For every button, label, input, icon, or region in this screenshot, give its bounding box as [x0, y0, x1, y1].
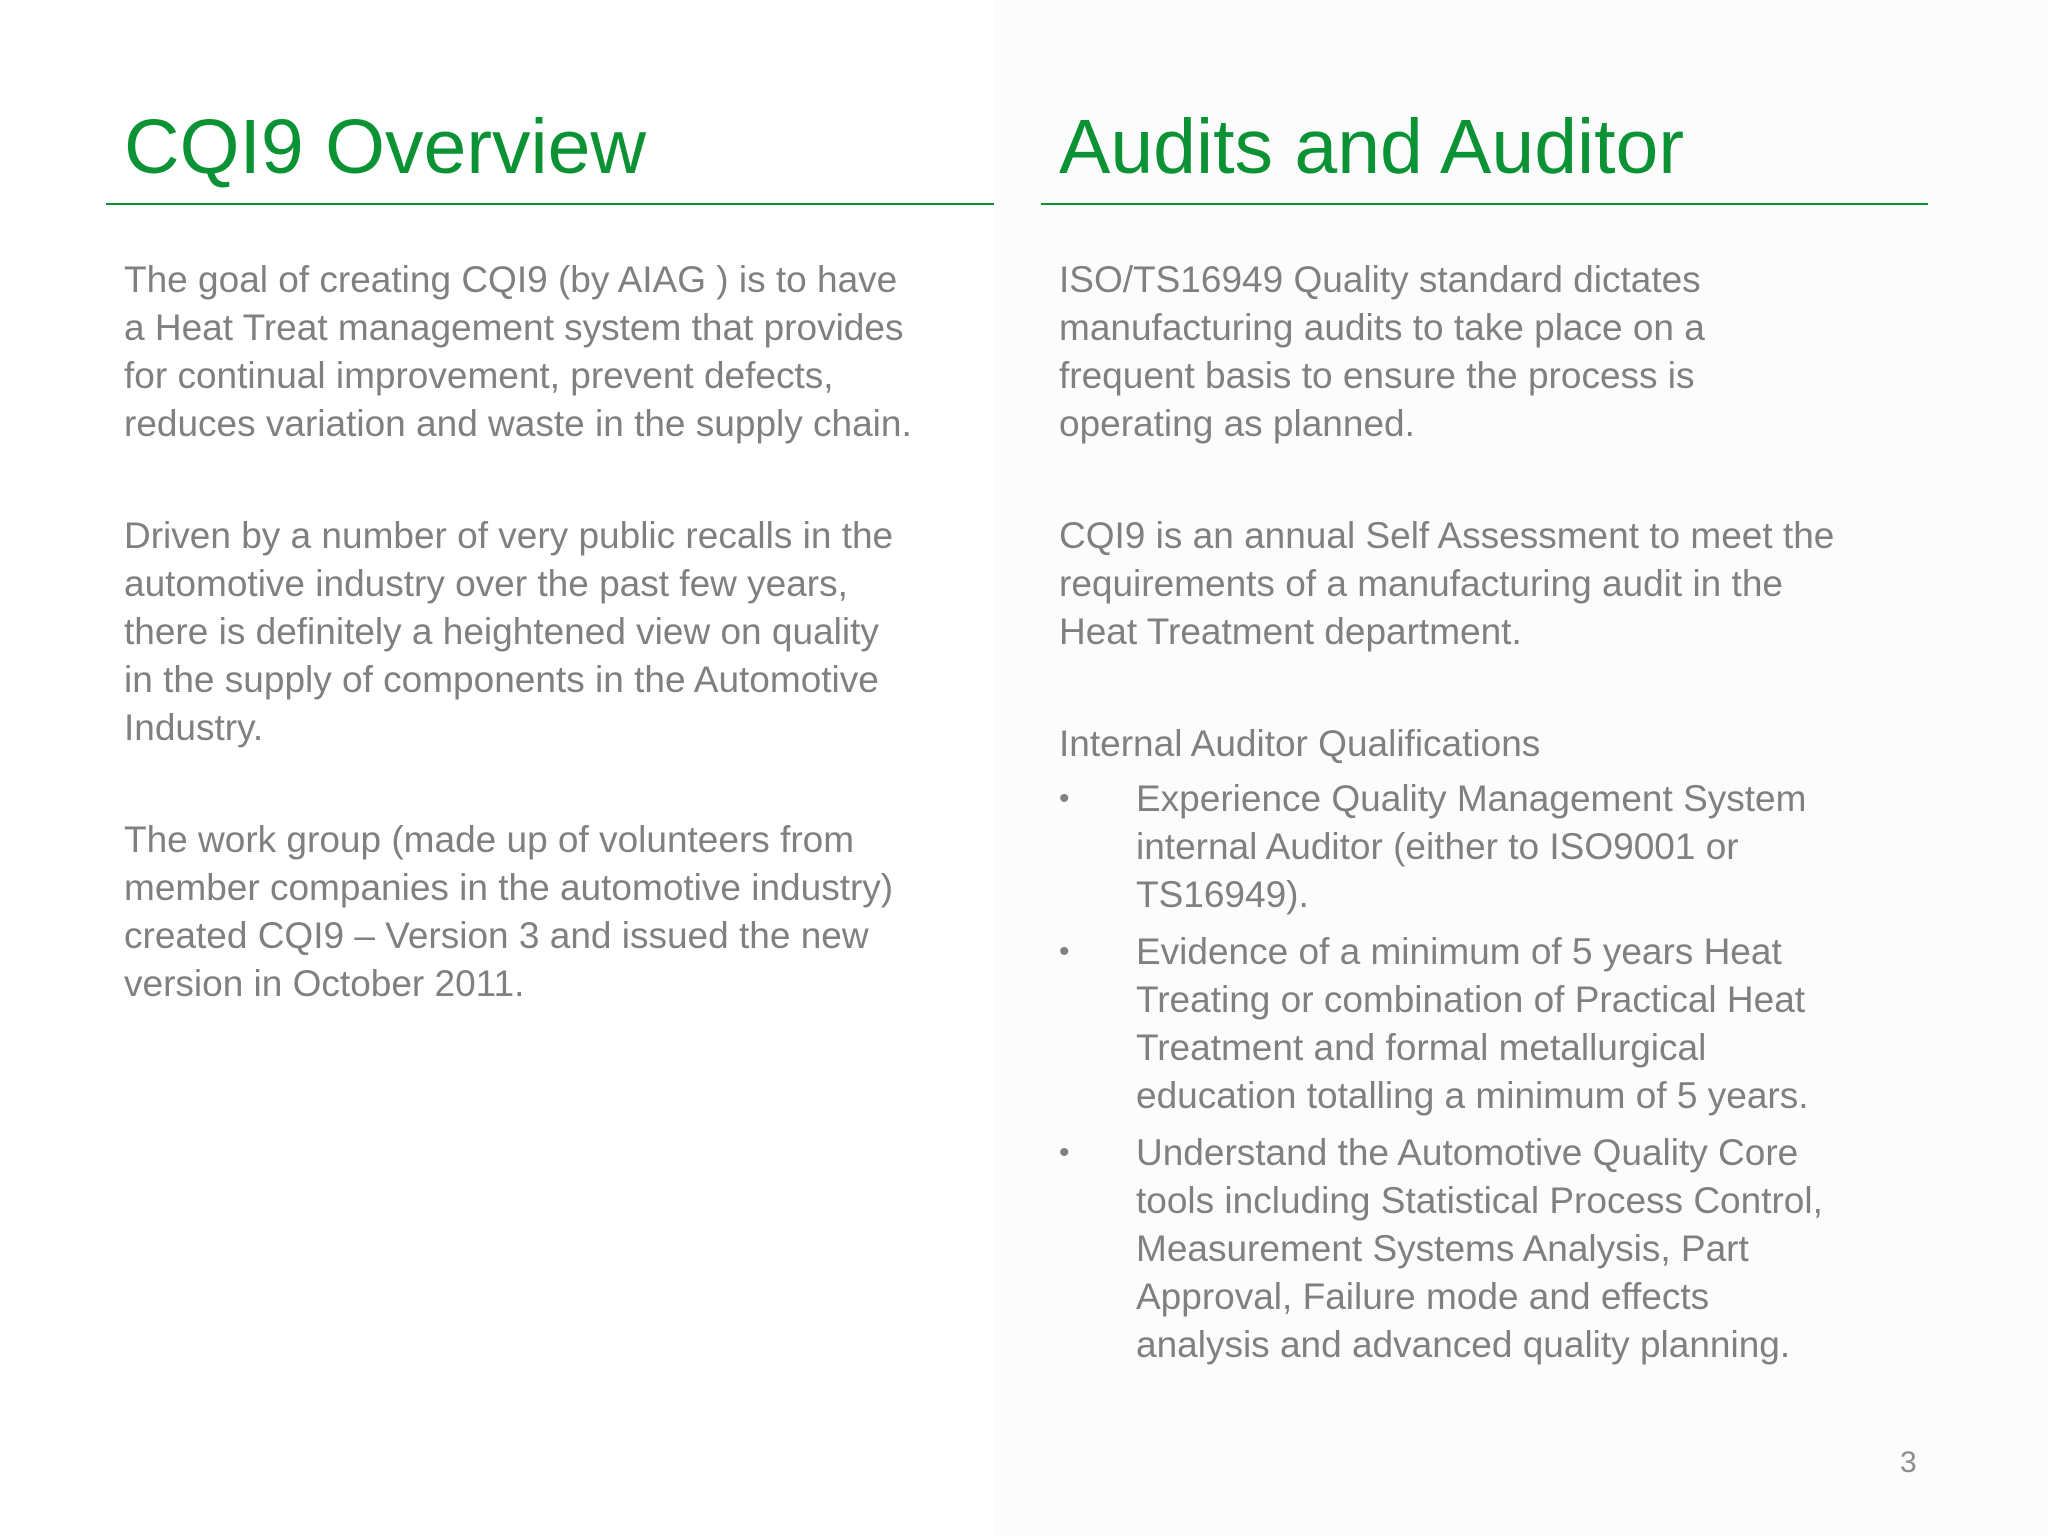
bullet-icon: •	[1059, 1136, 1070, 1169]
audits-title-underline	[1041, 203, 1928, 205]
overview-title: CQI9 Overview	[124, 104, 647, 190]
auditor-qualifications-heading: Internal Auditor Qualifications	[1059, 723, 1541, 764]
list-item	[1059, 928, 1939, 1120]
overview-paragraph-goal: The goal of creating CQI9 (by AIAG ) is to have a Heat Treat management system that provides for continual improvement, prevent defects, reduces variation and waste in the supply chain.	[124, 259, 912, 444]
list-item	[1059, 1129, 1939, 1369]
list-item-text: Understand the Automotive Quality Core tools including Statistical Process Control, Measurement Systems Analysis, Part Approval, Failure mode and effects analysis and advanced quality planning.	[1136, 1132, 1823, 1365]
overview-title-underline	[106, 203, 994, 205]
audits-title: Audits and Auditor	[1059, 104, 1684, 190]
bullet-icon: •	[1059, 935, 1070, 968]
bullet-icon: •	[1059, 782, 1070, 815]
overview-paragraph-recalls: Driven by a number of very public recalls in the automotive industry over the past few years, there is definitely a heightened view on quality in the supply of components in the Automotive Industry.	[124, 515, 894, 748]
audits-paragraph-iso: ISO/TS16949 Quality standard dictates manufacturing audits to take place on a frequent basis to ensure the process is operating as planned.	[1059, 259, 1705, 444]
list-item	[1059, 775, 1939, 919]
audits-paragraph-self-assessment: CQI9 is an annual Self Assessment to meet the requirements of a manufacturing audit in the Heat Treatment department.	[1059, 515, 1835, 652]
overview-paragraph-workgroup: The work group (made up of volunteers from member companies in the automotive industry) created CQI9 – Version 3 and issued the new version in October 2011.	[124, 819, 894, 1004]
page-number: 3	[1900, 1446, 1917, 1479]
list-item-text: Evidence of a minimum of 5 years Heat Treating or combination of Practical Heat Treatment and formal metallurgical education totalling a minimum of 5 years.	[1136, 931, 1809, 1116]
auditor-qualifications-list	[1059, 775, 1939, 1378]
list-item-text: Experience Quality Management System internal Auditor (either to ISO9001 or TS16949).	[1136, 778, 1807, 915]
